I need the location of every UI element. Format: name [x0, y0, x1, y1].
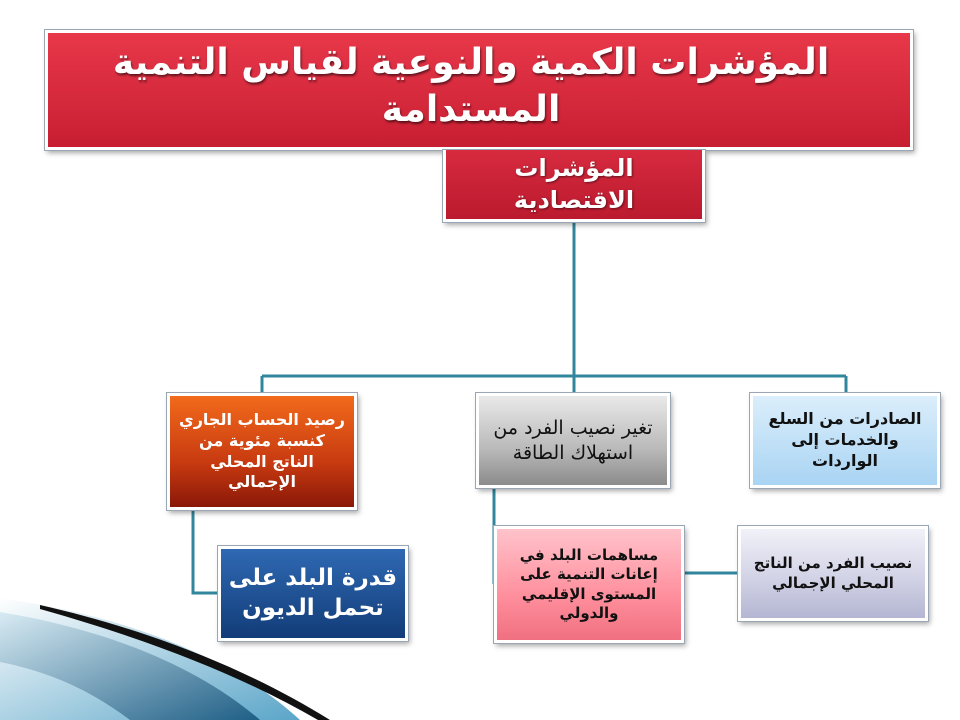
node-debt-capacity: قدرة البلد على تحمل الديون	[218, 546, 408, 641]
node-gdp-per-capita: نصيب الفرد من الناتج المحلي الإجمالي	[738, 526, 928, 621]
connector-left-child	[193, 510, 218, 593]
node-current-account: رصيد الحساب الجاري كنسبة مئوية من الناتج المحلي الإجمالي	[167, 393, 357, 510]
node-energy-consumption: تغير نصيب الفرد من استهلاك الطاقة	[476, 393, 670, 488]
category-economic-indicators: المؤشرات الاقتصادية	[443, 150, 705, 222]
node-development-aid: مساهمات البلد في إعانات التنمية على المستوى الإقليمي والدولي	[494, 526, 684, 643]
diagram-title: المؤشرات الكمية والنوعية لقياس التنمية المستدامة	[45, 30, 913, 150]
node-exports-imports: الصادرات من السلع والخدمات إلى الواردات	[750, 393, 940, 488]
